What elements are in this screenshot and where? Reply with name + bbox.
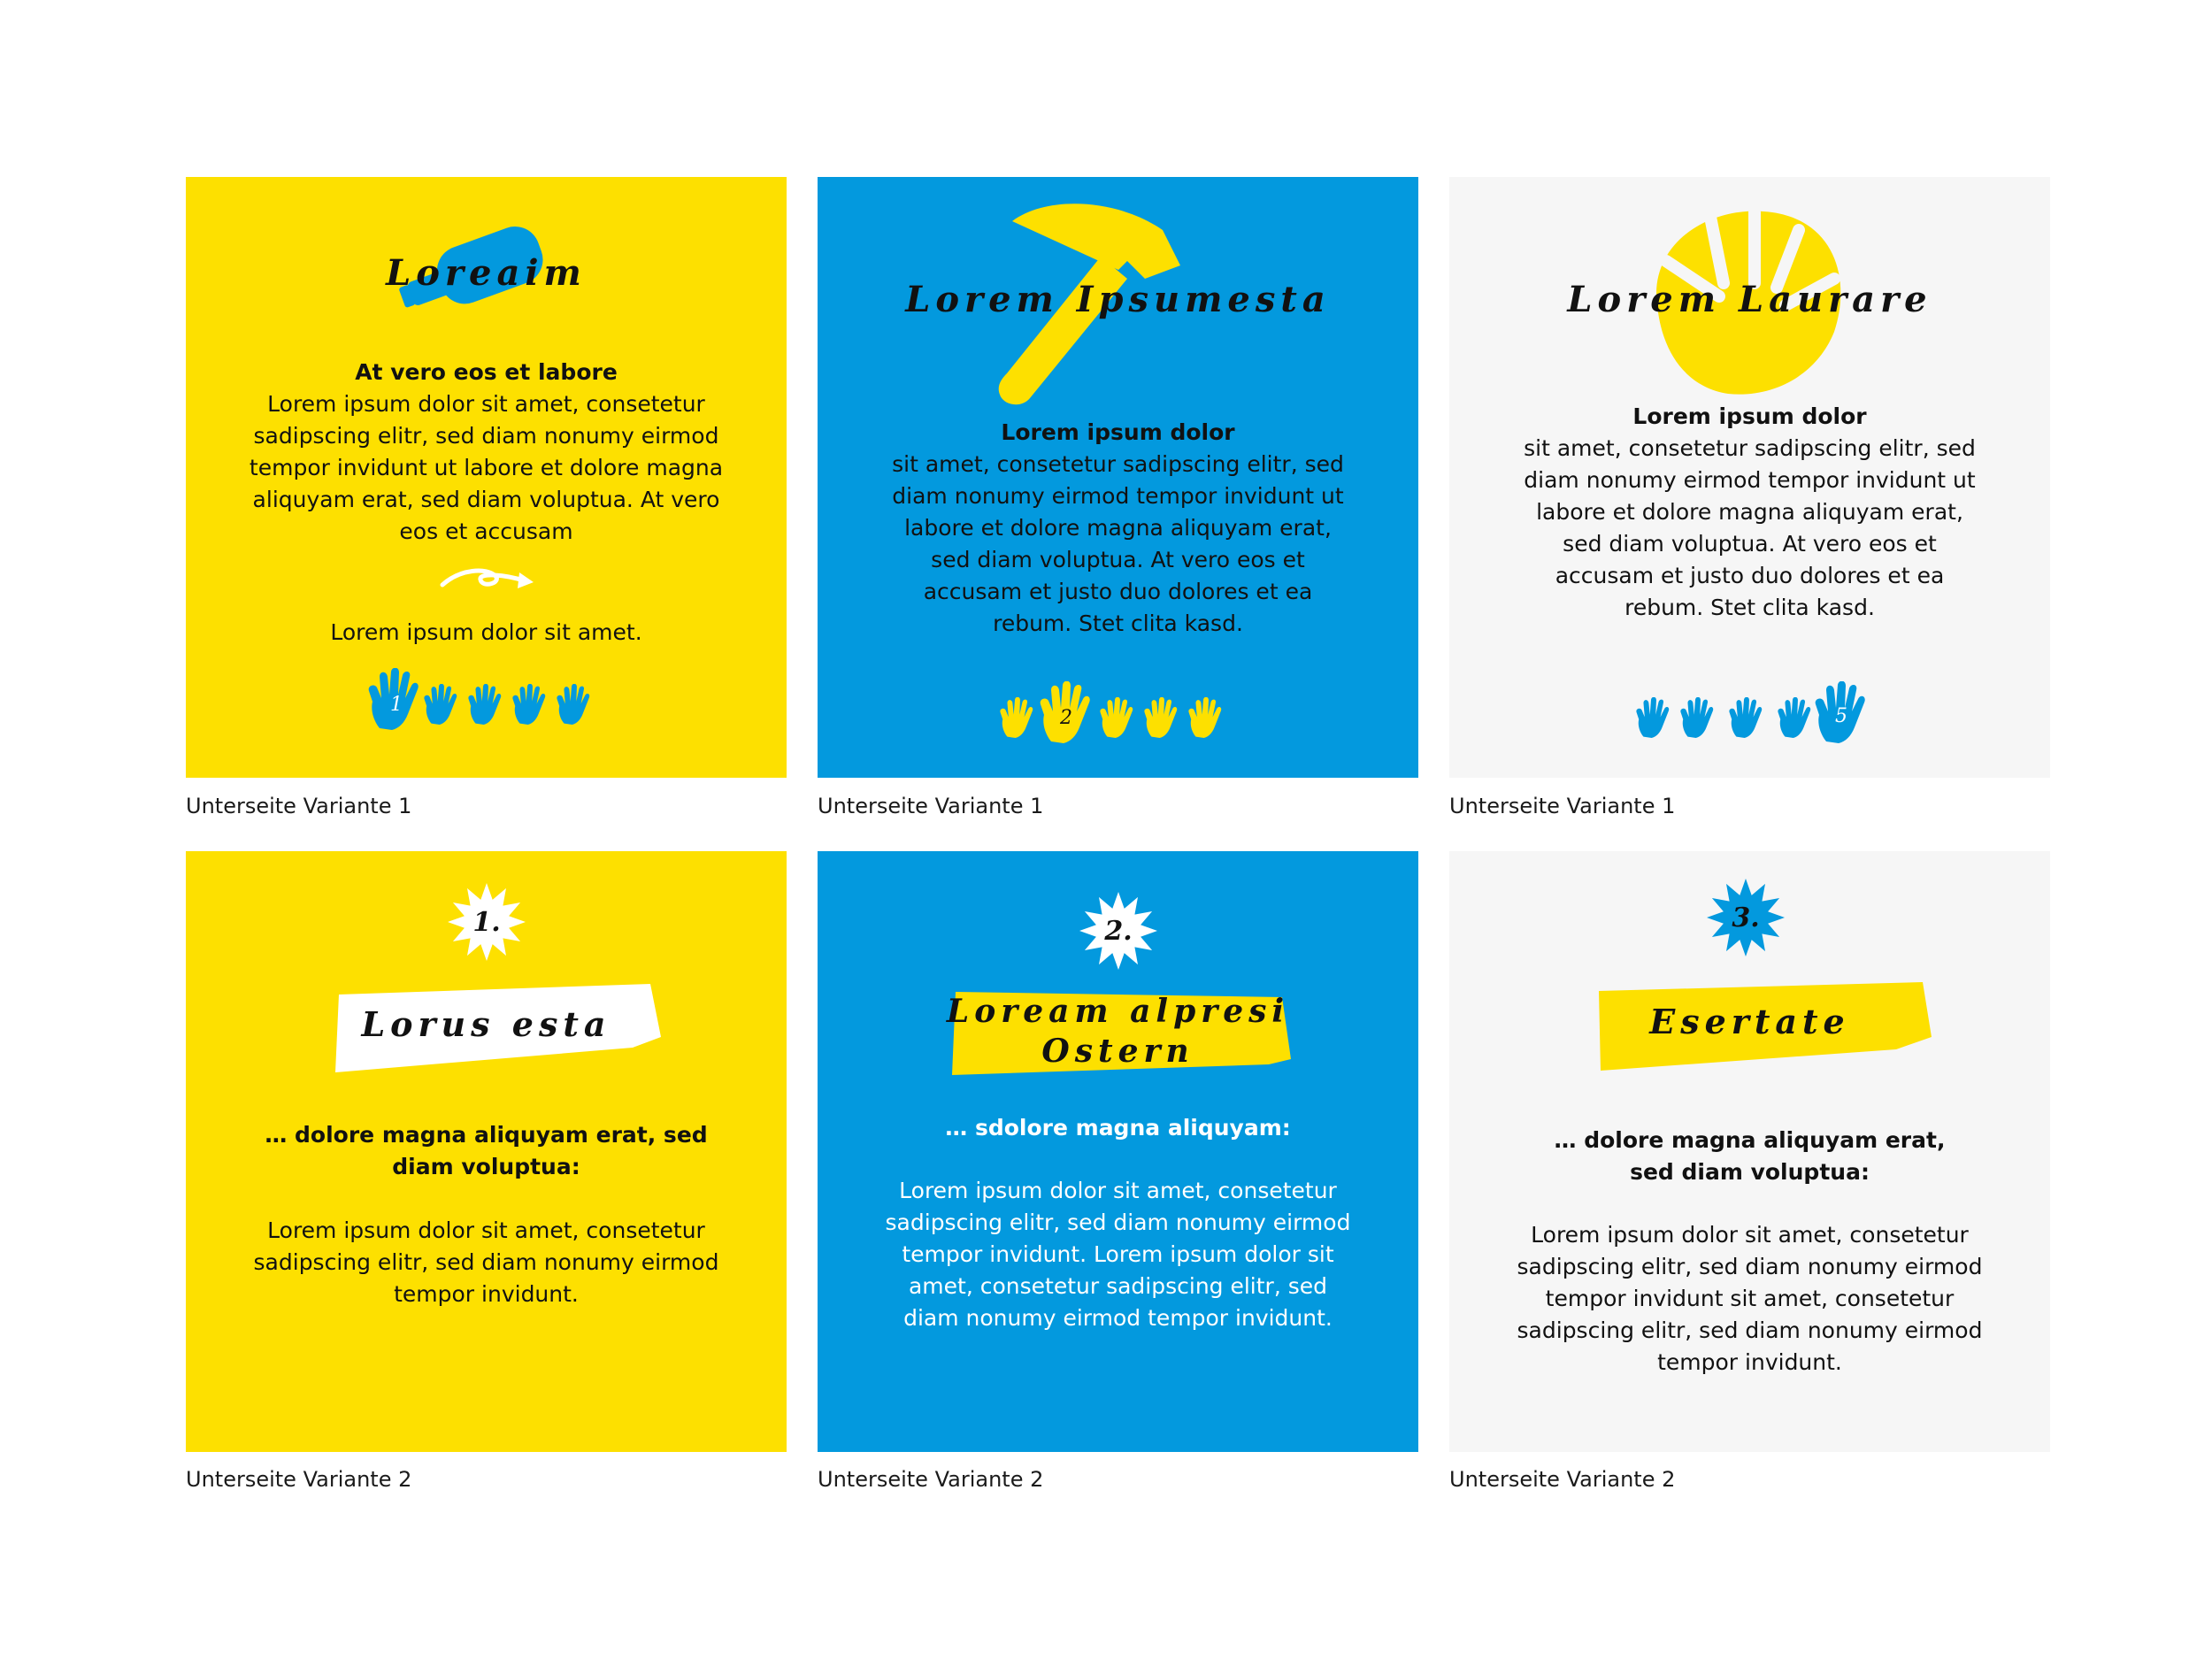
card-title-line-2: Ostern — [1041, 1033, 1194, 1070]
card-caption: Unterseite Variante 1 — [186, 794, 412, 818]
card-heading: Lorem ipsum dolor — [1632, 403, 1867, 429]
card-title: Lorem Ipsumesta — [905, 279, 1331, 320]
card-caption: Unterseite Variante 2 — [186, 1467, 412, 1492]
arrow-icon — [438, 562, 540, 597]
hand-icon — [556, 684, 591, 725]
card-body: Lorem ipsum dolor sit amet, consetetur sadipscing elitr, sed diam nonumy eirmod tempor invidunt sit amet, consetetur sadipscing elitr, sed diam nonumy eirmod tempor invidunt. — [1517, 1222, 1983, 1375]
card-title-line-1: Loream alpresi — [946, 993, 1290, 1030]
card-heading: … dolore magna aliquyam erat, sed diam voluptua: — [265, 1122, 708, 1179]
card-body: Lorem ipsum dolor sit amet, consetetur sadipscing elitr, sed diam nonumy eirmod tempor invidunt. — [253, 1217, 719, 1307]
card-variante-2-blue — [818, 851, 1418, 1452]
badge-number: 3. — [1732, 902, 1760, 933]
card-body: Lorem ipsum dolor sit amet, consetetur sadipscing elitr, sed diam nonumy eirmod tempor invidunt. Lorem ipsum dolor sit amet, consetetur sadipscing elitr, sed diam nonumy eirmod tempor invidunt. — [885, 1178, 1351, 1331]
card-title: Lorem Laurare — [1567, 279, 1932, 320]
hand-icon — [1777, 697, 1812, 738]
card-title: Esertate — [1649, 1002, 1850, 1041]
card-variante-1-yellow — [186, 177, 787, 778]
hand-icon — [467, 684, 503, 725]
card-body: sit amet, consetetur sadipscing elitr, sed diam nonumy eirmod tempor invidunt ut labore et dolore magna aliquyam erat, sed diam voluptua. At vero eos et accusam et justo duo dolores et ea rebum. Stet clita kasd. — [1524, 435, 1976, 620]
hand-icon — [1187, 697, 1223, 738]
starburst-badge — [447, 882, 526, 962]
card-caption: Unterseite Variante 1 — [818, 794, 1044, 818]
card-variante-2-grey — [1449, 851, 2050, 1452]
step-number: 2 — [1060, 707, 1072, 729]
card-variante-1-grey — [1449, 177, 2050, 778]
hand-icon — [1635, 697, 1671, 738]
hand-icon — [1143, 697, 1179, 738]
card-heading: Lorem ipsum dolor — [1001, 419, 1235, 445]
badge-number: 2. — [1104, 915, 1133, 947]
hand-icon-active — [1039, 681, 1092, 743]
badge-number: 1. — [472, 906, 501, 938]
hand-icon-active — [1814, 681, 1867, 743]
hand-icon — [999, 697, 1034, 738]
card-title: Loreaim — [386, 252, 587, 294]
card-heading: … dolore magna aliquyam erat, sed diam voluptua: — [1554, 1127, 1946, 1185]
hand-icon — [423, 684, 458, 725]
card-heading: At vero eos et labore — [355, 359, 618, 385]
starburst-badge — [1079, 891, 1158, 971]
hand-icon — [1728, 697, 1763, 738]
card-variante-2-yellow — [186, 851, 787, 1452]
step-number: 1 — [390, 694, 403, 716]
hand-icon — [1099, 697, 1134, 738]
hand-icon — [511, 684, 547, 725]
card-caption: Unterseite Variante 2 — [1449, 1467, 1676, 1492]
step-number: 5 — [1835, 705, 1847, 727]
card-variante-1-blue — [818, 177, 1418, 778]
hand-icon — [1679, 697, 1715, 738]
card-footer: Lorem ipsum dolor sit amet. — [330, 619, 642, 645]
hand-icon-active — [367, 668, 420, 730]
card-body: sit amet, consetetur sadipscing elitr, sed diam nonumy eirmod tempor invidunt ut labore et dolore magna aliquyam erat, sed diam voluptua. At vero eos et accusam et justo duo dolores et ea rebum. Stet clita kasd. — [892, 451, 1344, 636]
card-body: Lorem ipsum dolor sit amet, consetetur sadipscing elitr, sed diam nonumy eirmod tempor invidunt ut labore et dolore magna aliquyam erat, sed diam voluptua. At vero eos et accusam — [249, 391, 724, 544]
card-caption: Unterseite Variante 2 — [818, 1467, 1044, 1492]
card-caption: Unterseite Variante 1 — [1449, 794, 1676, 818]
card-title: Lorus esta — [361, 1004, 611, 1044]
card-heading: … sdolore magna aliquyam: — [945, 1115, 1291, 1141]
starburst-badge — [1706, 878, 1786, 957]
